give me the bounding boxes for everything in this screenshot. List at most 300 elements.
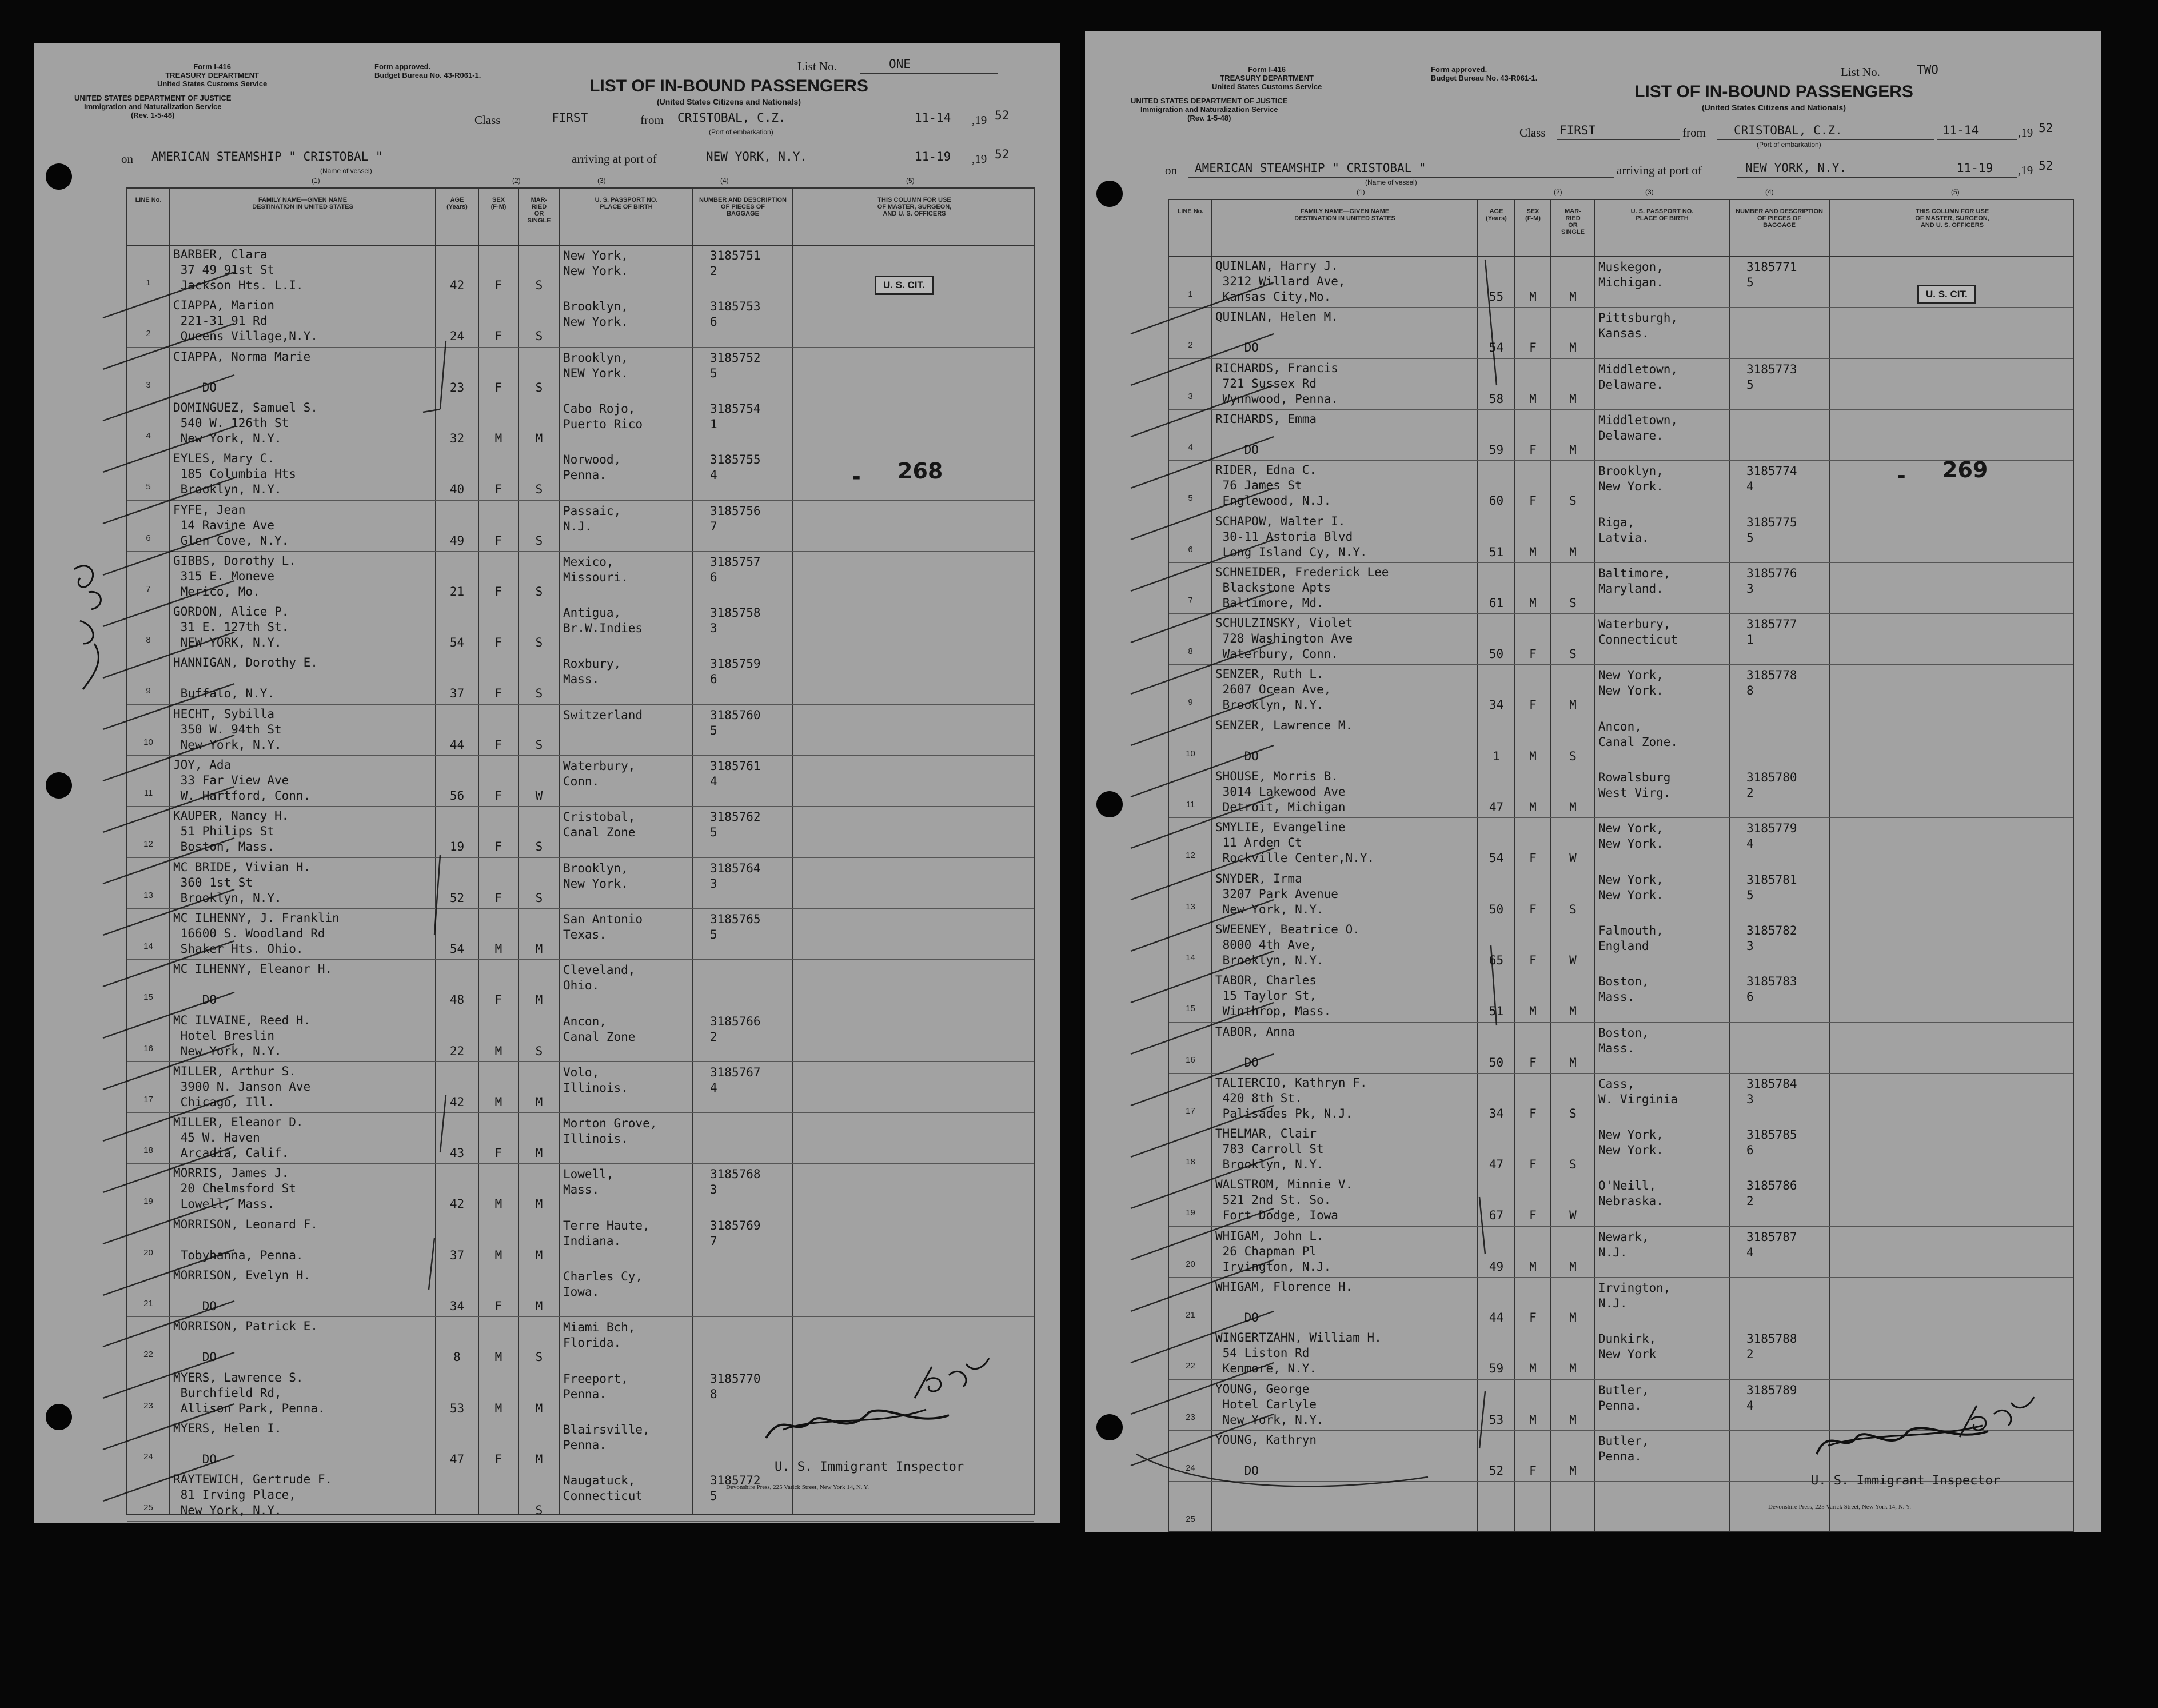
row-line-number: 20 bbox=[143, 1247, 153, 1258]
col-number: (4) bbox=[720, 177, 729, 185]
row-name: SCHULZINSKY, Violet 728 Washington Ave Waterbury, Conn. bbox=[1215, 616, 1353, 661]
row-line-number: 9 bbox=[146, 686, 151, 696]
row-age: 51 bbox=[1489, 1004, 1504, 1019]
row-name: TABOR, Anna DO bbox=[1215, 1024, 1295, 1070]
row-age: 43 bbox=[449, 1146, 465, 1160]
row-sex: F bbox=[494, 482, 502, 497]
row-ms: M bbox=[1569, 1055, 1577, 1070]
customs-service: United States Customs Service bbox=[157, 79, 268, 88]
row-age: 59 bbox=[1489, 442, 1504, 457]
vessel-name: AMERICAN STEAMSHIP " CRISTOBAL " bbox=[151, 150, 383, 163]
column-header-age: AGE (Years) bbox=[1486, 208, 1507, 222]
handwritten-initials bbox=[915, 1358, 989, 1398]
inspector-signature bbox=[766, 1411, 949, 1438]
row-age: 34 bbox=[449, 1299, 465, 1313]
row-sex: M bbox=[1529, 1362, 1537, 1376]
col-number: (3) bbox=[1645, 188, 1654, 196]
row-birth: Brooklyn, NEW York. bbox=[563, 350, 628, 380]
row-name: CIAPPA, Marion 221-31 91 Rd Queens Village,N.Y. bbox=[173, 298, 318, 344]
row-bag: 3185760 5 bbox=[710, 708, 761, 737]
row-birth: Middletown, Delaware. bbox=[1598, 362, 1678, 392]
row-sex: M bbox=[1529, 545, 1537, 559]
arrival-date: 11-19 bbox=[915, 150, 951, 163]
row-sex: F bbox=[1529, 341, 1537, 355]
row-bag: 3185776 3 bbox=[1746, 566, 1797, 596]
row-sex: F bbox=[1529, 1055, 1537, 1070]
row-sex: F bbox=[494, 533, 502, 548]
arriving-label: arriving at port of bbox=[572, 152, 657, 166]
row-name: WHIGAM, John L. 26 Chapman Pl Irvington, N.J. bbox=[1215, 1228, 1331, 1274]
row-age: 44 bbox=[449, 737, 465, 752]
vessel-caption: (Name of vessel) bbox=[320, 167, 372, 175]
row-age: 40 bbox=[449, 482, 465, 497]
row-age: 32 bbox=[449, 431, 465, 445]
row-ms: M bbox=[535, 1146, 543, 1160]
row-ms: S bbox=[1569, 647, 1577, 661]
row-sex: M bbox=[494, 1248, 502, 1262]
column-header-sex: SEX (F-M) bbox=[490, 197, 506, 210]
from-label: from bbox=[1682, 126, 1706, 139]
row-age: 34 bbox=[1489, 1106, 1504, 1120]
row-age: 65 bbox=[1489, 953, 1504, 967]
row-birth: Naugatuck, Connecticut bbox=[563, 1474, 643, 1503]
printer-imprint: Devonshire Press, 225 Varick Street, New York 14, N. Y. bbox=[726, 1484, 869, 1491]
row-sex: F bbox=[494, 1146, 502, 1160]
row-name: DOMINGUEZ, Samuel S. 540 W. 126th St New York, N.Y. bbox=[173, 400, 318, 445]
row-age: 54 bbox=[1489, 341, 1504, 355]
us-citizen-stamp: U. S. CIT. bbox=[875, 276, 934, 295]
row-ms: M bbox=[1569, 1311, 1577, 1324]
row-ms: W bbox=[1569, 1208, 1577, 1223]
row-bag: 3185755 4 bbox=[710, 453, 761, 482]
row-line-number: 1 bbox=[1188, 289, 1193, 299]
form-approved: Form approved. bbox=[1431, 65, 1487, 74]
col-number: (2) bbox=[1554, 188, 1562, 196]
row-birth: Terre Haute, Indiana. bbox=[563, 1218, 650, 1248]
row-birth: Brooklyn, New York. bbox=[1598, 464, 1664, 494]
budget-bureau: Budget Bureau No. 43-R061-1. bbox=[1431, 74, 1538, 82]
row-name: MILLER, Eleanor D. 45 W. Haven Arcadia, Calif. bbox=[173, 1115, 304, 1160]
row-line-number: 18 bbox=[143, 1146, 153, 1156]
on-label: on bbox=[121, 152, 133, 166]
row-name: MC ILHENNY, J. Franklin 16600 S. Woodland Rd Shaker Hts. Ohio. bbox=[173, 911, 340, 956]
row-bag: 3185767 4 bbox=[710, 1065, 761, 1095]
row-name: WALSTROM, Minnie V. 521 2nd St. So. Fort Dodge, Iowa bbox=[1215, 1178, 1353, 1223]
row-bag: 3185751 2 bbox=[710, 249, 761, 278]
row-age: 67 bbox=[1489, 1208, 1504, 1223]
class-label: Class bbox=[1519, 126, 1546, 139]
row-birth: Cabo Rojo, Puerto Rico bbox=[563, 401, 643, 431]
row-birth: Muskegon, Michigan. bbox=[1598, 260, 1664, 289]
row-age: 8 bbox=[453, 1350, 461, 1364]
row-age: 44 bbox=[1489, 1311, 1504, 1324]
row-line-number: 15 bbox=[143, 992, 153, 1003]
row-age: 19 bbox=[449, 840, 465, 854]
row-ms: S bbox=[535, 533, 543, 548]
row-line-number: 25 bbox=[1186, 1514, 1195, 1525]
row-line-number: 16 bbox=[1186, 1055, 1195, 1065]
form-id: Form I-416 bbox=[1248, 65, 1286, 74]
row-age: 52 bbox=[449, 891, 465, 905]
column-header-passport: U. S. PASSPORT NO. PLACE OF BIRTH bbox=[1630, 208, 1694, 222]
row-sex: M bbox=[1529, 800, 1537, 814]
departure-year: 52 bbox=[2039, 121, 2053, 135]
row-ms: S bbox=[535, 840, 543, 854]
row-ms: M bbox=[535, 1401, 543, 1415]
treasury-dept: TREASURY DEPARTMENT bbox=[1220, 74, 1314, 82]
row-bag: 3185762 5 bbox=[710, 810, 761, 840]
row-ms: M bbox=[535, 431, 543, 445]
row-name: HECHT, Sybilla 350 W. 94th St New York, N.Y. bbox=[173, 707, 282, 752]
row-name: SMYLIE, Evangeline 11 Arden Ct Rockville Center,N.Y. bbox=[1215, 820, 1375, 865]
row-sex: M bbox=[1529, 290, 1537, 304]
row-birth: Charles Cy, Iowa. bbox=[563, 1270, 643, 1299]
row-ms: M bbox=[1569, 442, 1577, 457]
row-birth: Cass, W. Virginia bbox=[1598, 1076, 1678, 1106]
row-birth: Brooklyn, New York. bbox=[563, 861, 628, 891]
row-birth: Morton Grove, Illinois. bbox=[563, 1116, 657, 1146]
row-ms: S bbox=[1569, 902, 1577, 916]
row-line-number: 23 bbox=[143, 1400, 153, 1411]
row-ms: S bbox=[535, 584, 543, 598]
row-sex: F bbox=[494, 1452, 502, 1466]
row-birth: New York, New York. bbox=[1598, 668, 1664, 698]
row-name: HANNIGAN, Dorothy E. Buffalo, N.Y. bbox=[173, 656, 318, 701]
column-header-married: MAR- RIED OR SINGLE bbox=[1561, 208, 1585, 236]
row-line-number: 6 bbox=[146, 533, 151, 543]
row-ms: S bbox=[535, 687, 543, 701]
row-bag: 3185765 5 bbox=[710, 912, 761, 941]
row-ms: M bbox=[1569, 1463, 1577, 1478]
row-name: QUINLAN, Helen M. DO bbox=[1215, 310, 1338, 355]
list-number-label: List No. bbox=[1841, 65, 1880, 79]
row-ms: M bbox=[1569, 1004, 1577, 1019]
row-sex: M bbox=[1529, 596, 1537, 610]
row-name: SHOUSE, Morris B. 3014 Lakewood Ave Detroit, Michigan bbox=[1215, 769, 1346, 814]
port-embark-caption: (Port of embarkation) bbox=[709, 128, 773, 136]
row-line-number: 14 bbox=[1186, 952, 1195, 963]
page-subtitle: (United States Citizens and Nationals) bbox=[1701, 103, 1846, 112]
row-sex: M bbox=[1529, 749, 1537, 763]
row-name: YOUNG, Kathryn DO bbox=[1215, 1432, 1317, 1478]
port-of-embarkation: CRISTOBAL, C.Z. bbox=[677, 111, 786, 125]
row-age: 54 bbox=[449, 941, 465, 956]
row-bag: 3185753 6 bbox=[710, 300, 761, 329]
row-ms: S bbox=[535, 1044, 543, 1058]
row-age: 22 bbox=[449, 1044, 465, 1058]
row-bag: 3185774 4 bbox=[1746, 464, 1797, 494]
row-sex: F bbox=[494, 993, 502, 1007]
row-line-number: 14 bbox=[143, 941, 153, 951]
row-name: KAUPER, Nancy H. 51 Philips St Boston, Mass. bbox=[173, 809, 289, 854]
row-age: 37 bbox=[449, 687, 465, 701]
column-header-line: LINE No. bbox=[1177, 208, 1204, 215]
row-age: 24 bbox=[449, 329, 465, 344]
row-line-number: 12 bbox=[143, 839, 153, 849]
row-bag: 3185779 4 bbox=[1746, 821, 1797, 851]
row-line-number: 19 bbox=[143, 1196, 153, 1207]
row-age: 48 bbox=[449, 993, 465, 1007]
row-ms: S bbox=[535, 1350, 543, 1364]
row-name: WHIGAM, Florence H. DO bbox=[1215, 1280, 1353, 1324]
row-sex: M bbox=[1529, 1259, 1537, 1274]
row-sex: F bbox=[1529, 1106, 1537, 1120]
row-birth: Waterbury, Conn. bbox=[563, 759, 636, 788]
row-age: 37 bbox=[449, 1248, 465, 1262]
row-bag: 3185754 1 bbox=[710, 401, 761, 431]
row-name: RICHARDS, Francis 721 Sussex Rd Wynnwood, Penna. bbox=[1215, 361, 1338, 406]
row-age: 34 bbox=[1489, 698, 1504, 712]
row-line-number: 3 bbox=[1188, 391, 1193, 401]
row-ms: M bbox=[1569, 392, 1577, 406]
col-number: (1) bbox=[1357, 188, 1365, 196]
form-revision: (Rev. 1-5-48) bbox=[1187, 114, 1231, 122]
row-ms: S bbox=[1569, 596, 1577, 610]
row-name: MORRIS, James J. 20 Chelmsford St Lowell, Mass. bbox=[173, 1166, 296, 1211]
row-bag: 3185784 3 bbox=[1746, 1076, 1797, 1106]
row-bag: 3185768 3 bbox=[710, 1167, 761, 1197]
row-age: 50 bbox=[1489, 647, 1504, 661]
row-bag: 3185785 6 bbox=[1746, 1128, 1797, 1158]
row-ms: M bbox=[535, 1452, 543, 1466]
row-line-number: 17 bbox=[143, 1094, 153, 1104]
departure-date: 11-14 bbox=[1942, 123, 1979, 137]
row-name: BARBER, Clara 37 49 91st St Jackson Hts. L.I. bbox=[173, 248, 304, 292]
row-sex: F bbox=[494, 891, 502, 905]
row-sex: F bbox=[494, 789, 502, 803]
row-line-number: 7 bbox=[146, 584, 151, 594]
departure-date: 11-14 bbox=[915, 111, 951, 125]
row-ms: M bbox=[1569, 290, 1577, 304]
inspector-caption: U. S. Immigrant Inspector bbox=[1811, 1474, 2001, 1488]
row-sex: F bbox=[1529, 851, 1537, 865]
col-number: (1) bbox=[312, 177, 320, 185]
column-header-baggage: NUMBER AND DESCRIPTION OF PIECES OF BAGGAGE bbox=[1736, 208, 1823, 229]
row-line-number: 25 bbox=[143, 1503, 153, 1513]
col-number: (3) bbox=[597, 177, 606, 185]
class-label: Class bbox=[474, 113, 501, 127]
row-age: 52 bbox=[1489, 1463, 1504, 1478]
row-name: SCHNEIDER, Frederick Lee Blackstone Apts Baltimore, Md. bbox=[1215, 565, 1389, 610]
row-birth: Boston, Mass. bbox=[1598, 975, 1649, 1004]
dash-mark: - bbox=[852, 464, 861, 489]
row-birth: O'Neill, Nebraska. bbox=[1598, 1179, 1664, 1208]
row-age: 47 bbox=[1489, 800, 1504, 814]
row-bag: 3185778 8 bbox=[1746, 668, 1797, 698]
row-name: WINGERTZAHN, William H. 54 Liston Rd Kenmore, N.Y. bbox=[1215, 1331, 1382, 1376]
handwritten-marks bbox=[1085, 31, 2101, 1532]
row-line-number: 10 bbox=[143, 737, 153, 747]
row-name: GORDON, Alice P. 31 E. 127th St. NEW YORK, N.Y. bbox=[173, 605, 289, 650]
row-name: CIAPPA, Norma Marie DO bbox=[173, 349, 311, 394]
row-line-number: 7 bbox=[1188, 595, 1193, 605]
arrival-year-prefix: ,19 bbox=[2018, 163, 2033, 177]
row-sex: F bbox=[494, 737, 502, 752]
row-name: MC ILVAINE, Reed H. Hotel Breslin New York, N.Y. bbox=[173, 1013, 311, 1058]
row-bag: 3185787 4 bbox=[1746, 1230, 1797, 1259]
departure-year-prefix: ,19 bbox=[2018, 126, 2033, 139]
row-line-number: 22 bbox=[143, 1350, 153, 1360]
row-bag: 3185773 5 bbox=[1746, 362, 1797, 392]
justice-dept: UNITED STATES DEPARTMENT OF JUSTICE bbox=[1131, 97, 1288, 105]
row-age: 53 bbox=[449, 1401, 465, 1415]
vessel-name: AMERICAN STEAMSHIP " CRISTOBAL " bbox=[1195, 161, 1426, 175]
arrival-date: 11-19 bbox=[1957, 161, 1993, 175]
row-age: 50 bbox=[1489, 902, 1504, 916]
row-age: 51 bbox=[1489, 545, 1504, 559]
row-ms: M bbox=[1569, 698, 1577, 712]
inspector-caption: U. S. Immigrant Inspector bbox=[775, 1460, 964, 1474]
row-line-number: 1 bbox=[146, 278, 151, 288]
row-birth: Passaic, N.J. bbox=[563, 504, 621, 533]
tick-strokes bbox=[103, 272, 446, 1501]
row-name: SENZER, Ruth L. 2607 Ocean Ave, Brooklyn, N.Y. bbox=[1215, 667, 1331, 712]
row-line-number: 8 bbox=[146, 635, 151, 645]
row-age: 61 bbox=[1489, 596, 1504, 610]
row-name: GIBBS, Dorothy L. 315 E. Moneve Merico, Mo. bbox=[173, 553, 296, 598]
row-age: 58 bbox=[1489, 392, 1504, 406]
column-header-baggage: NUMBER AND DESCRIPTION OF PIECES OF BAGGAGE bbox=[699, 197, 787, 217]
row-name: SWEENEY, Beatrice O. 8000 4th Ave, Brooklyn, N.Y. bbox=[1215, 922, 1360, 967]
row-ms: M bbox=[1569, 341, 1577, 355]
row-age: 60 bbox=[1489, 494, 1504, 508]
row-birth: San Antonio Texas. bbox=[563, 912, 643, 941]
row-sex: F bbox=[1529, 1208, 1537, 1223]
row-name: FYFE, Jean 14 Ravine Ave Glen Cove, N.Y. bbox=[173, 502, 289, 548]
row-ms: M bbox=[535, 993, 543, 1007]
row-birth: Ancon, Canal Zone bbox=[563, 1014, 636, 1044]
row-age: 21 bbox=[449, 584, 465, 598]
row-name: MYERS, Lawrence S. Burchfield Rd, Allison Park, Penna. bbox=[173, 1370, 325, 1415]
row-birth: Baltimore, Maryland. bbox=[1598, 566, 1671, 596]
row-birth: Falmouth, England bbox=[1598, 923, 1664, 953]
row-ms: S bbox=[1569, 1106, 1577, 1120]
row-birth: Norwood, Penna. bbox=[563, 453, 621, 482]
justice-dept: UNITED STATES DEPARTMENT OF JUSTICE bbox=[74, 94, 232, 102]
row-name: MORRISON, Patrick E. DO bbox=[173, 1319, 318, 1364]
row-sex: F bbox=[1529, 647, 1537, 661]
page-title: LIST OF IN-BOUND PASSENGERS bbox=[589, 77, 868, 95]
row-age: 53 bbox=[1489, 1412, 1504, 1427]
row-ms: M bbox=[535, 1248, 543, 1262]
row-line-number: 24 bbox=[1186, 1463, 1195, 1473]
row-bag: 3185761 4 bbox=[710, 759, 761, 788]
row-ms: S bbox=[535, 329, 543, 344]
arrival-port: NEW YORK, N.Y. bbox=[1745, 161, 1847, 175]
port-of-embarkation: CRISTOBAL, C.Z. bbox=[1734, 123, 1842, 137]
row-name: TABOR, Charles 15 Taylor St, Winthrop, Mass. bbox=[1215, 973, 1331, 1019]
dash-mark: - bbox=[1897, 463, 1906, 488]
row-bag: 3185783 6 bbox=[1746, 975, 1797, 1004]
row-bag: 3185752 5 bbox=[710, 350, 761, 380]
row-bag: 3185772 5 bbox=[710, 1474, 761, 1503]
port-embark-caption: (Port of embarkation) bbox=[1757, 141, 1821, 149]
row-birth: New York, New York. bbox=[563, 249, 628, 278]
row-ms: M bbox=[535, 1299, 543, 1313]
row-sex: F bbox=[1529, 953, 1537, 967]
row-name: EYLES, Mary C. 185 Columbia Hts Brooklyn, N.Y. bbox=[173, 452, 296, 497]
row-sex: M bbox=[494, 941, 502, 956]
row-birth: Pittsburgh, Kansas. bbox=[1598, 311, 1678, 341]
from-label: from bbox=[640, 113, 664, 127]
row-sex: F bbox=[494, 1299, 502, 1313]
margin-note bbox=[74, 566, 101, 689]
column-header-age: AGE (Years) bbox=[446, 197, 468, 210]
arrival-year: 52 bbox=[995, 147, 1010, 161]
row-sex: M bbox=[494, 431, 502, 445]
column-header-passport: U. S. PASSPORT NO. PLACE OF BIRTH bbox=[595, 197, 658, 210]
row-name: QUINLAN, Harry J. 3212 Willard Ave, Kansas City,Mo. bbox=[1215, 259, 1346, 304]
row-birth: Butler, Penna. bbox=[1598, 1434, 1649, 1463]
row-name: TALIERCIO, Kathryn F. 420 8th St. Palisades Pk, N.J. bbox=[1215, 1075, 1367, 1120]
row-birth: Boston, Mass. bbox=[1598, 1025, 1649, 1055]
row-name: SENZER, Lawrence M. DO bbox=[1215, 718, 1353, 763]
passenger-list-sheet-one bbox=[34, 43, 1060, 1523]
row-ms: M bbox=[1569, 1412, 1577, 1427]
row-line-number: 6 bbox=[1188, 544, 1193, 554]
row-name: SCHAPOW, Walter I. 30-11 Astoria Blvd Long Island Cy, N.Y. bbox=[1215, 514, 1367, 559]
row-line-number: 5 bbox=[146, 482, 151, 492]
row-age: 47 bbox=[449, 1452, 465, 1466]
page-title: LIST OF IN-BOUND PASSENGERS bbox=[1634, 82, 1913, 101]
row-age: 42 bbox=[449, 1095, 465, 1109]
row-ms: W bbox=[1569, 953, 1577, 967]
page-subtitle: (United States Citizens and Nationals) bbox=[656, 97, 801, 106]
row-sex: F bbox=[1529, 442, 1537, 457]
row-name: THELMAR, Clair 783 Carroll St Brooklyn, N.Y. bbox=[1215, 1127, 1324, 1172]
class-value: FIRST bbox=[1559, 123, 1596, 137]
row-birth: New York, New York. bbox=[1598, 872, 1664, 902]
row-name: MORRISON, Evelyn H. DO bbox=[173, 1268, 311, 1313]
row-bag: 3185788 2 bbox=[1746, 1332, 1797, 1362]
row-bag: 3185786 2 bbox=[1746, 1179, 1797, 1208]
row-name: MYERS, Helen I. DO bbox=[173, 1421, 282, 1466]
row-birth: Switzerland bbox=[563, 708, 643, 722]
budget-bureau: Budget Bureau No. 43-R061-1. bbox=[374, 71, 481, 79]
row-ms: M bbox=[535, 1095, 543, 1109]
row-age: 55 bbox=[1489, 290, 1504, 304]
row-age: 50 bbox=[1489, 1055, 1504, 1070]
row-bag: 3185780 2 bbox=[1746, 771, 1797, 800]
page-count-number: 268 bbox=[897, 458, 943, 484]
form-revision: (Rev. 1-5-48) bbox=[131, 111, 175, 119]
row-age: 47 bbox=[1489, 1158, 1504, 1172]
col-number: (5) bbox=[1951, 188, 1960, 196]
arrival-year-prefix: ,19 bbox=[972, 152, 987, 166]
row-age: 54 bbox=[1489, 851, 1504, 865]
row-line-number: 12 bbox=[1186, 851, 1195, 861]
row-age: 1 bbox=[1493, 749, 1500, 763]
row-birth: Antigua, Br.W.Indies bbox=[563, 606, 643, 636]
col-number: (2) bbox=[512, 177, 521, 185]
row-bag: 3185775 5 bbox=[1746, 515, 1797, 545]
handwritten-initials bbox=[1960, 1397, 2034, 1437]
row-sex: M bbox=[494, 1401, 502, 1415]
row-line-number: 18 bbox=[1186, 1157, 1195, 1167]
row-ms: M bbox=[1569, 800, 1577, 814]
row-name: JOY, Ada 33 Far View Ave W. Hartford, Conn. bbox=[173, 758, 311, 803]
row-sex: M bbox=[1529, 392, 1537, 406]
row-bag: 3185781 5 bbox=[1746, 872, 1797, 902]
list-number-value: ONE bbox=[889, 57, 911, 71]
class-value: FIRST bbox=[552, 111, 588, 125]
col-number: (5) bbox=[906, 177, 915, 185]
row-line-number: 21 bbox=[1186, 1310, 1195, 1320]
tick-strokes bbox=[1131, 260, 1497, 1486]
row-line-number: 15 bbox=[1186, 1004, 1195, 1014]
row-birth: Middletown, Delaware. bbox=[1598, 413, 1678, 442]
row-sex: F bbox=[1529, 1158, 1537, 1172]
